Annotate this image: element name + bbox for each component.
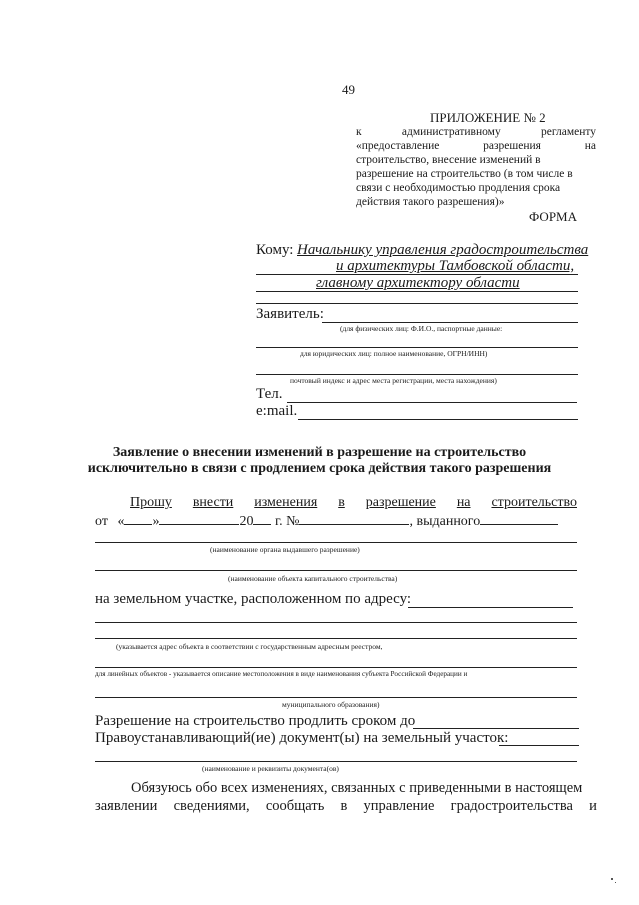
recipient-line-1: Начальнику управления градостроительства: [297, 242, 589, 258]
title-docs-line-2[interactable]: [95, 761, 577, 762]
year-suffix: г. №: [274, 514, 300, 529]
request-line: [130, 495, 577, 511]
request-word: в: [338, 495, 345, 510]
applicant-line-2[interactable]: [256, 347, 578, 348]
recipient-line-2: и архитектуры Тамбовской области,: [336, 258, 575, 274]
applicant-label: Заявитель:: [256, 306, 324, 322]
appendix-word: административному: [401, 126, 501, 138]
statement-heading-line-2: исключительно в связи с продлением срока действия такого разрешения: [87, 461, 552, 476]
issued-label: , выданного: [409, 514, 481, 529]
tel-field[interactable]: [287, 402, 577, 403]
recipient-blank-line: [256, 303, 578, 304]
issued-by-field[interactable]: [480, 512, 558, 525]
obligation-line-2: [95, 798, 597, 815]
day-field[interactable]: [124, 512, 152, 525]
address-line-2[interactable]: [95, 622, 577, 623]
object-hint: (наименование объекта капитального строительства): [228, 574, 398, 583]
request-word: строительство: [491, 495, 577, 510]
obligation-word: управление: [363, 798, 435, 814]
date-number-line: [95, 512, 558, 530]
request-word: изменения: [254, 495, 318, 510]
appendix-line-3: строительство, внесение изменений в: [356, 154, 541, 166]
form-label: ФОРМА: [529, 209, 577, 224]
month-field[interactable]: [159, 512, 239, 525]
appendix-line-1: [356, 126, 596, 138]
email-label: e:mail.: [256, 403, 298, 419]
appendix-line-4: разрешение на строительство (в том числе в: [356, 168, 573, 180]
request-word: разрешение: [365, 495, 436, 510]
obligation-word: заявлении: [95, 798, 158, 814]
land-plot-text: на земельном участке, расположенном по адресу:: [95, 591, 412, 607]
recipient-to-label: Кому:: [256, 242, 294, 258]
from-label: от: [95, 514, 108, 529]
issuer-hint: (наименование органа выдавшего разрешение): [210, 545, 360, 554]
recipient-line-3: главному архитектору области: [316, 275, 520, 291]
scan-speck: [611, 878, 613, 880]
appendix-line-5: связи с необходимостью продления срока: [356, 182, 561, 194]
year-field[interactable]: [253, 512, 271, 525]
title-docs-hint: (наименование и реквизиты документа(ов): [202, 764, 339, 773]
permit-number-field[interactable]: [299, 512, 409, 525]
quote-close: »: [152, 514, 160, 529]
email-field[interactable]: [298, 419, 578, 420]
year-prefix: 20: [239, 514, 254, 529]
appendix-line-6: действия такого разрешения)»: [356, 196, 505, 208]
applicant-name-line[interactable]: [322, 322, 578, 323]
appendix-title: ПРИЛОЖЕНИЕ № 2: [430, 110, 546, 125]
appendix-word: «предоставление: [356, 140, 440, 152]
tel-label: Тел.: [256, 386, 283, 402]
title-docs-text: Правоустанавливающий(ие) документ(ы) на земельный участок:: [95, 730, 509, 746]
land-plot-address-field[interactable]: [408, 607, 573, 608]
request-word: внести: [192, 495, 234, 510]
appendix-word: разрешения: [483, 140, 541, 152]
obligation-word: и: [589, 798, 597, 814]
title-docs-field[interactable]: [499, 745, 579, 746]
applicant-line-3[interactable]: [256, 374, 578, 375]
appendix-word: регламенту: [540, 126, 596, 138]
statement-heading-line-1: Заявление о внесении изменений в разрешение на строительство: [112, 445, 527, 460]
appendix-line-2: [356, 140, 596, 152]
issuer-field[interactable]: [95, 542, 577, 543]
address-line-3[interactable]: [95, 638, 577, 639]
extend-date-field[interactable]: [413, 728, 579, 729]
request-word: на: [456, 495, 471, 510]
linear-objects-hint: для линейных объектов - указывается описание местоположения в виде наименования субъекта Российской Федерации и: [95, 670, 468, 678]
quote-open: «: [117, 514, 125, 529]
page-number: 49: [342, 82, 355, 97]
address-line-5[interactable]: [95, 697, 577, 698]
applicant-hint-legal: для юридических лиц: полное наименование, ОГРН/ИНН): [300, 349, 488, 358]
appendix-word: на: [584, 140, 596, 152]
address-line-4[interactable]: [95, 667, 577, 668]
address-hint: (указывается адрес объекта в соответствии с государственным адресным реестром,: [116, 642, 383, 651]
obligation-word: сведениями,: [173, 798, 250, 814]
extend-text: Разрешение на строительство продлить сроком до: [95, 713, 416, 729]
applicant-hint-address: почтовый индекс и адрес места регистрации, места нахождения): [290, 376, 497, 385]
municipal-hint: муниципального образования): [282, 700, 380, 709]
applicant-hint-physical: (для физических лиц: Ф.И.О., паспортные данные:: [340, 324, 503, 333]
appendix-word: к: [356, 126, 362, 138]
obligation-word: градостроительства: [450, 798, 573, 814]
scan-speck: [615, 882, 616, 883]
object-field[interactable]: [95, 570, 577, 571]
obligation-word: сообщать: [265, 798, 325, 814]
obligation-word: в: [340, 798, 348, 814]
obligation-line-1: Обязуюсь обо всех изменениях, связанных с приведенными в настоящем: [131, 780, 583, 796]
request-word: Прошу: [130, 495, 172, 510]
